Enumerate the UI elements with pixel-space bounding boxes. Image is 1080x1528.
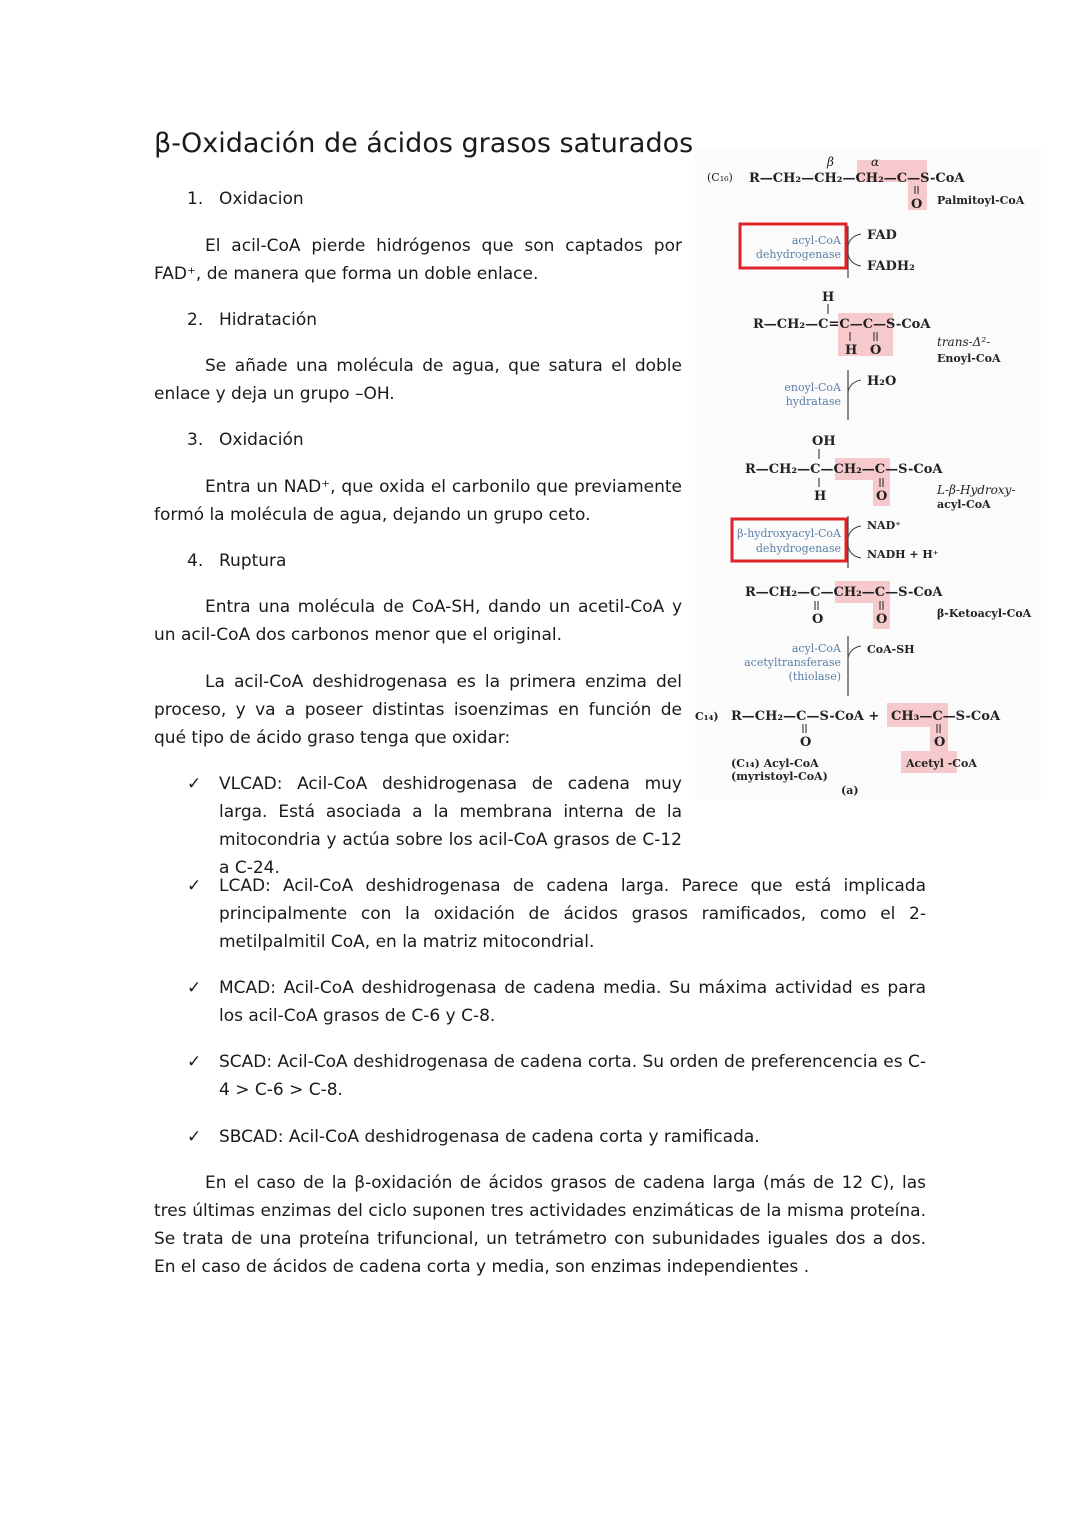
- checkmark-icon: ✓: [187, 1127, 202, 1147]
- acetyl-coa-name: Acetyl -CoA: [906, 757, 977, 770]
- oxygen-label: O: [870, 343, 882, 358]
- list-item-text: SBCAD: Acil-CoA deshidrogenasa de cadena corta y ramificada.: [219, 1127, 760, 1147]
- step-paragraph: Entra un NAD⁺, que oxida el carbonilo que previamente formó la molécula de agua, dejando un grupo ceto.: [154, 477, 682, 525]
- beta-oxidation-diagram: [695, 148, 1041, 800]
- step-number: 4.: [187, 551, 204, 571]
- palmitoyl-coa-name: Palmitoyl-CoA: [937, 194, 1025, 207]
- oxygen-label: O: [911, 197, 923, 212]
- checkmark-icon: ✓: [187, 1052, 202, 1072]
- list-item-text: VLCAD: Acil-CoA deshidrogenasa de cadena muy larga. Está asociada a la membrana interna de la mitocondria y actúa sobre los acil-CoA grasos de C-12 a C-24.: [219, 774, 682, 878]
- step-title: Hidratación: [219, 310, 318, 330]
- enzyme-4-line1: acyl-CoA: [791, 642, 841, 655]
- ketoacyl-chain: R—CH₂—C—CH₂—C—S-CoA: [745, 585, 943, 600]
- checkmark-icon: ✓: [187, 774, 202, 794]
- c16-label: (C₁₆): [707, 171, 733, 184]
- hydroxyacyl-chain: R—CH₂—C—CH₂—C—S-CoA: [745, 462, 943, 477]
- step-number: 2.: [187, 310, 204, 330]
- acyl-coa-name-line1: (C₁₄) Acyl-CoA: [731, 757, 819, 770]
- enoyl-chain: R—CH₂—C=C—C—S-CoA: [753, 317, 931, 332]
- list-item-text: LCAD: Acil-CoA deshidrogenasa de cadena larga. Parece que está implicada principalmente con la oxidación de ácidos grasos ramificados, como el 2-metilpalmitil CoA, en la matriz mitocondrial.: [219, 876, 926, 952]
- hydroxyl-label: OH: [812, 434, 836, 449]
- step-heading: [187, 310, 317, 330]
- acyl-product-chain: R—CH₂—C—S-CoA +: [731, 709, 880, 724]
- page-title: β-Oxidación de ácidos grasos saturados: [154, 128, 694, 159]
- step-title: Oxidacion: [219, 189, 304, 209]
- ketoacyl-name: β-Ketoacyl-CoA: [937, 607, 1032, 620]
- step-heading: [187, 189, 304, 209]
- step-paragraph: Entra una molécula de CoA-SH, dando un acetil-CoA y un acil-CoA dos carbonos menor que el original.: [154, 597, 682, 645]
- nad-label: NAD⁺: [867, 519, 901, 532]
- fad-label: FAD: [867, 228, 897, 243]
- step-title: Oxidación: [219, 430, 304, 450]
- enzyme-1-line2: dehydrogenase: [755, 248, 841, 261]
- enoyl-coa-name-line1: trans-Δ²-: [937, 335, 991, 349]
- fadh2-label: FADH₂: [867, 259, 915, 274]
- oxygen-label: O: [876, 612, 888, 627]
- nadh-label: NADH + H⁺: [867, 548, 939, 561]
- step-number: 1.: [187, 189, 204, 209]
- beta-label: β: [827, 155, 834, 169]
- list-item-text: SCAD: Acil-CoA deshidrogenasa de cadena corta. Su orden de preferencencia es C-4 > C-6 > C-8.: [219, 1052, 926, 1100]
- enzyme-1-line1: acyl-CoA: [791, 234, 841, 247]
- hydrogen-label: H: [814, 489, 827, 504]
- enzyme-3-line1: β-hydroxyacyl-CoA: [737, 527, 841, 540]
- enzyme-4-line3: (thiolase): [788, 670, 841, 683]
- hydroxyacyl-name-line1: L-β-Hydroxy-: [937, 483, 1016, 497]
- c14-label: C₁₄): [695, 710, 719, 723]
- checkmark-icon: ✓: [187, 876, 202, 896]
- acyl-coa-name-line2: (myristoyl-CoA): [731, 770, 828, 783]
- checkmark-icon: ✓: [187, 978, 202, 998]
- step-paragraph: El acil-CoA pierde hidrógenos que son captados por FAD⁺, de manera que forma un doble enlace.: [154, 236, 682, 284]
- enzyme-3-line2: dehydrogenase: [755, 542, 841, 555]
- step-number: 3.: [187, 430, 204, 450]
- step-heading: [187, 430, 304, 450]
- enzymes-intro-paragraph: La acil-CoA deshidrogenasa es la primera enzima del proceso, y va a poseer distintas isoenzimas en función de qué tipo de ácido graso tenga que oxidar:: [154, 672, 682, 748]
- coash-label: CoA-SH: [867, 643, 915, 656]
- enzyme-2-line1: enoyl-CoA: [784, 381, 841, 394]
- oxygen-label: O: [812, 612, 824, 627]
- water-label: H₂O: [867, 374, 897, 389]
- enzyme-2-line2: hydratase: [785, 395, 841, 408]
- step-title: Ruptura: [219, 551, 287, 571]
- oxygen-label: O: [934, 735, 946, 750]
- hydrogen-label: H: [822, 290, 835, 305]
- hydrogen-label: H: [845, 343, 858, 358]
- step-paragraph: Se añade una molécula de agua, que satura el doble enlace y deja un grupo –OH.: [154, 356, 682, 404]
- closing-paragraph: En el caso de la β-oxidación de ácidos grasos de cadena larga (más de 12 C), las tres últimas enzimas del ciclo suponen tres actividades enzimáticas de la misma proteína. Se trata de una proteína trifuncional, un tetrámetro con subunidades iguales dos a dos. En el caso de ácidos de cadena corta y media, son enzimas independientes .: [154, 1173, 926, 1277]
- enzyme-4-line2: acetyltransferase: [744, 656, 841, 669]
- alpha-label: α: [871, 155, 880, 169]
- hydroxyacyl-name-line2: acyl-CoA: [937, 498, 991, 511]
- palmitoyl-chain: R—CH₂—CH₂—CH₂—C—S-CoA: [749, 171, 965, 186]
- step-heading: [187, 551, 286, 571]
- panel-label: (a): [841, 784, 859, 797]
- oxygen-label: O: [876, 489, 888, 504]
- oxygen-label: O: [800, 735, 812, 750]
- list-item-text: MCAD: Acil-CoA deshidrogenasa de cadena media. Su máxima actividad es para los acil-CoA grasos de C-6 y C-8.: [219, 978, 926, 1026]
- acetyl-chain: CH₃—C—S-CoA: [891, 709, 1001, 724]
- enoyl-coa-name-line2: Enoyl-CoA: [937, 352, 1001, 365]
